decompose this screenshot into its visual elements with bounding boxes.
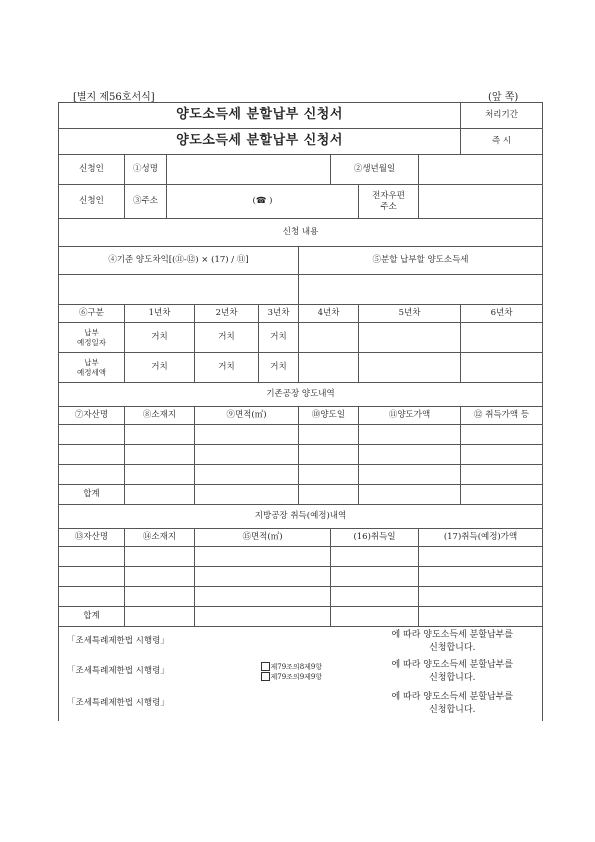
table-cell[interactable] — [331, 567, 419, 587]
table-cell[interactable] — [299, 445, 359, 465]
schedule-cell[interactable] — [359, 353, 461, 383]
table-cell[interactable] — [299, 485, 359, 505]
schedule-cell[interactable]: 거치 — [125, 323, 195, 353]
applicant-label: 신청인 — [59, 185, 125, 219]
phone-field[interactable]: (☎ ) — [252, 196, 273, 207]
birth-date-field[interactable] — [419, 155, 543, 185]
applicant-label: 신청인 — [59, 155, 125, 185]
schedule-header-year1: 1년차 — [125, 305, 195, 323]
declaration-text: 에 따라 양도소득세 분할납부를 신청합니다. — [359, 687, 543, 721]
form-number: [별지 제56호서식] — [73, 92, 155, 103]
table-cell[interactable] — [419, 547, 543, 567]
processing-period-label: 처리기간 — [461, 103, 543, 129]
checkbox-article-79-9[interactable]: 제79조의9제9항 — [261, 672, 357, 682]
regional-header-location: ⑭소재지 — [125, 529, 195, 547]
table-cell[interactable] — [359, 425, 461, 445]
table-cell[interactable] — [125, 485, 195, 505]
table-cell[interactable] — [299, 425, 359, 445]
table-row — [59, 485, 543, 505]
table-cell[interactable] — [59, 445, 125, 465]
table-cell[interactable] — [195, 485, 299, 505]
checkbox-icon[interactable] — [261, 672, 270, 681]
table-cell[interactable] — [59, 425, 125, 445]
existing-header-asset: ⑦자산명 — [59, 407, 125, 425]
schedule-cell[interactable]: 거치 — [125, 353, 195, 383]
regional-header-acquisition-date: (16)취득일 — [331, 529, 419, 547]
table-row — [59, 547, 543, 567]
content-section-label: 신청 내용 — [59, 219, 543, 247]
table-cell[interactable] — [299, 465, 359, 485]
table-cell[interactable] — [125, 587, 195, 607]
table-cell[interactable] — [419, 587, 543, 607]
table-cell[interactable] — [59, 465, 125, 485]
table-cell[interactable] — [195, 445, 299, 465]
schedule-cell[interactable]: 거치 — [259, 323, 299, 353]
page-side-label: (앞 쪽) — [488, 92, 519, 103]
table-row — [59, 445, 543, 465]
schedule-cell[interactable] — [299, 353, 359, 383]
table-cell[interactable] — [195, 567, 331, 587]
table-cell[interactable] — [461, 445, 543, 465]
table-cell[interactable] — [461, 465, 543, 485]
table-cell[interactable] — [461, 425, 543, 445]
table-cell[interactable] — [59, 567, 125, 587]
article-checkboxes — [259, 657, 359, 687]
schedule-cell[interactable] — [461, 323, 543, 353]
schedule-header-year6: 6년차 — [461, 305, 543, 323]
table-cell[interactable] — [125, 607, 195, 627]
standard-gain-field[interactable] — [59, 275, 299, 305]
name-label: ①성명 — [125, 155, 167, 185]
declaration-text: 에 따라 양도소득세 분할납부를 신청합니다. — [359, 627, 543, 657]
application-form — [58, 102, 543, 721]
schedule-cell[interactable] — [461, 353, 543, 383]
table-cell[interactable] — [59, 587, 125, 607]
table-cell[interactable] — [125, 547, 195, 567]
existing-header-location: ⑧소재지 — [125, 407, 195, 425]
table-cell[interactable] — [195, 547, 331, 567]
existing-header-transfer-date: ⑩양도일 — [299, 407, 359, 425]
table-cell[interactable] — [125, 465, 195, 485]
schedule-row-label: 납부 예정세액 — [59, 353, 125, 383]
regional-header-area: ⑮면적(㎡) — [195, 529, 331, 547]
schedule-header-year2: 2년차 — [195, 305, 259, 323]
form-title-second: 양도소득세 분할납부 신청서 — [59, 129, 461, 155]
table-cell[interactable] — [331, 547, 419, 567]
table-cell[interactable] — [125, 425, 195, 445]
declaration-law-name: 「조세특례제한법 시행령」 — [59, 627, 259, 657]
table-cell[interactable] — [331, 587, 419, 607]
table-cell[interactable] — [195, 607, 331, 627]
schedule-cell[interactable] — [359, 323, 461, 353]
table-row — [59, 465, 543, 485]
table-row — [59, 353, 543, 383]
table-cell[interactable] — [419, 607, 543, 627]
table-cell[interactable] — [195, 465, 299, 485]
address-label: ③주소 — [125, 185, 167, 219]
installment-tax-label: ⑤분할 납부할 양도소득세 — [299, 247, 543, 275]
table-cell[interactable] — [195, 587, 331, 607]
schedule-header-category: ⑥구분 — [59, 305, 125, 323]
schedule-row-label: 납부 예정일자 — [59, 323, 125, 353]
form-title: 양도소득세 분할납부 신청서 — [59, 103, 461, 129]
table-row — [59, 607, 543, 627]
declaration-text: 에 따라 양도소득세 분할납부를 신청합니다. — [359, 657, 543, 687]
schedule-header-year4: 4년차 — [299, 305, 359, 323]
schedule-cell[interactable]: 거치 — [195, 353, 259, 383]
schedule-cell[interactable] — [299, 323, 359, 353]
birth-date-label: ②생년월일 — [331, 155, 419, 185]
table-cell[interactable] — [359, 445, 461, 465]
declaration-law-name: 「조세특례제한법 시행령」 — [59, 657, 259, 687]
table-row — [59, 425, 543, 445]
table-row — [59, 323, 543, 353]
existing-header-transfer-price: ⑪양도가액 — [359, 407, 461, 425]
table-cell[interactable] — [59, 547, 125, 567]
table-cell[interactable] — [359, 465, 461, 485]
existing-total-label: 합계 — [59, 485, 125, 505]
existing-header-acquisition-price: ⑫ 취득가액 등 — [461, 407, 543, 425]
schedule-cell[interactable]: 거치 — [259, 353, 299, 383]
table-cell[interactable] — [419, 567, 543, 587]
table-row — [59, 567, 543, 587]
table-cell[interactable] — [125, 567, 195, 587]
email-label: 전자우편 주소 — [359, 185, 419, 219]
address-field[interactable] — [167, 185, 359, 219]
existing-header-area: ⑨면적(㎡) — [195, 407, 299, 425]
table-cell[interactable] — [195, 425, 299, 445]
regional-factory-section-label: 지방공장 취득(예정)내역 — [59, 505, 543, 529]
existing-factory-section-label: 기존공장 양도내역 — [59, 383, 543, 407]
table-cell[interactable] — [331, 607, 419, 627]
name-field[interactable] — [167, 155, 331, 185]
table-row — [59, 587, 543, 607]
declaration-law-name: 「조세특례제한법 시행령」 — [59, 687, 259, 721]
regional-total-label: 합계 — [59, 607, 125, 627]
table-cell[interactable] — [461, 485, 543, 505]
table-cell[interactable] — [359, 485, 461, 505]
processing-period-value: 즉 시 — [461, 129, 543, 155]
installment-tax-field[interactable] — [299, 275, 543, 305]
regional-header-acquisition-price: (17)취득(예정)가액 — [419, 529, 543, 547]
schedule-cell[interactable]: 거치 — [195, 323, 259, 353]
standard-gain-label: ④기준 양도차익[(⑪-⑫) × (17) / ⑪] — [59, 247, 299, 275]
table-cell[interactable] — [125, 445, 195, 465]
email-field[interactable] — [419, 185, 543, 219]
checkbox-article-79-8[interactable]: 제79조의8제9항 — [261, 662, 357, 672]
regional-header-asset: ⑬자산명 — [59, 529, 125, 547]
schedule-header-year3: 3년차 — [259, 305, 299, 323]
schedule-header-year5: 5년차 — [359, 305, 461, 323]
checkbox-icon[interactable] — [261, 662, 270, 671]
